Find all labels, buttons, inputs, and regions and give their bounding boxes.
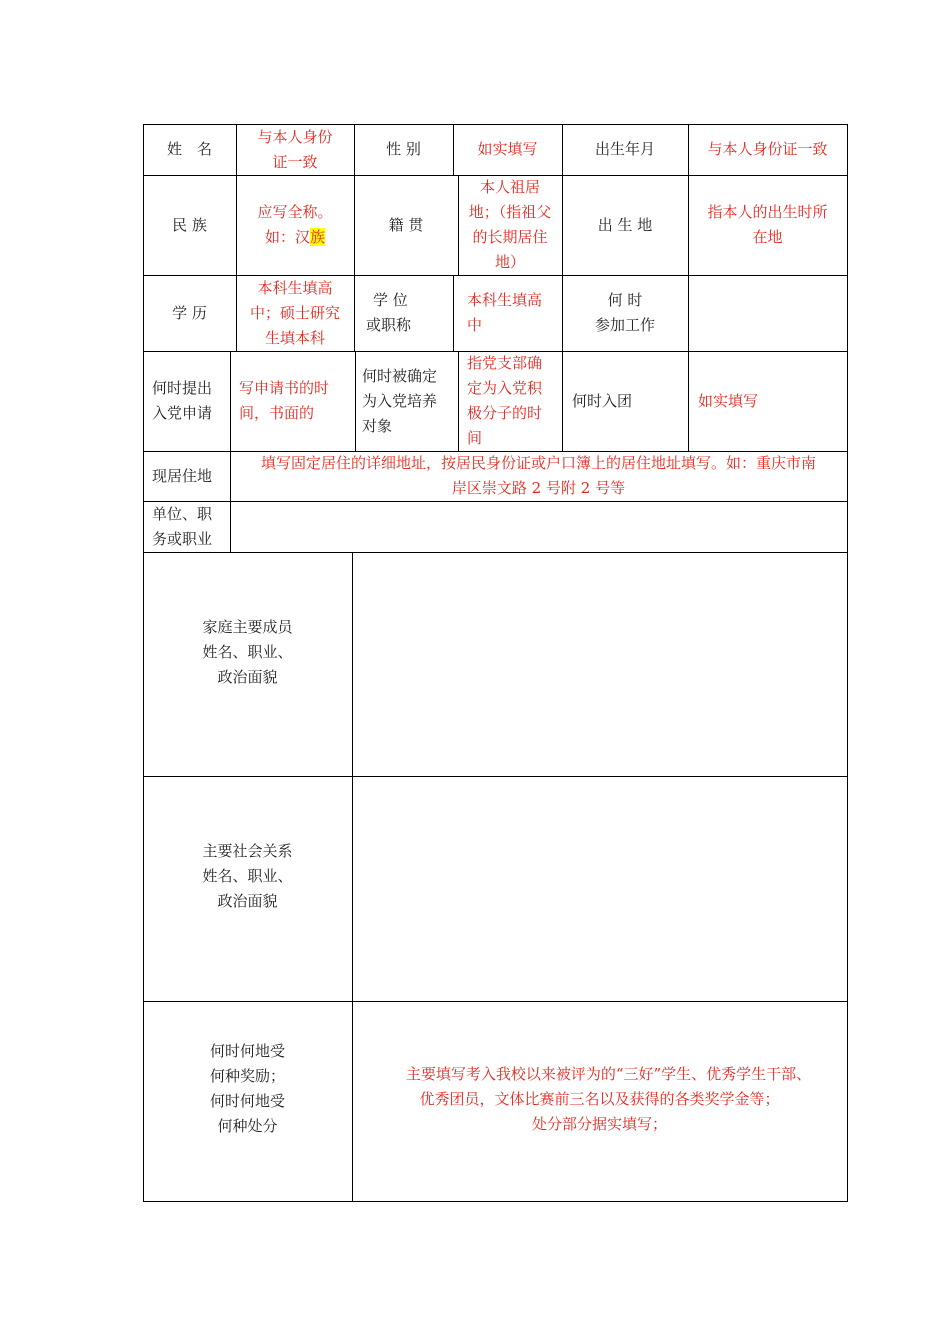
party-application-value-line: 写申请书的时 bbox=[239, 379, 330, 397]
work-start-label-line: 参加工作 bbox=[594, 316, 655, 334]
ethnicity-label-cell bbox=[143, 175, 236, 275]
trainee-date-value-line: 指党支部确 bbox=[467, 354, 543, 372]
social-relations-label-line: 政治面貌 bbox=[217, 892, 278, 910]
family-members-label-cell bbox=[143, 552, 352, 776]
birth-date-label: 出生年月 bbox=[594, 140, 655, 158]
trainee-date-label-cell bbox=[355, 351, 458, 451]
awards-penalties-label-line: 何时何地受 bbox=[209, 1092, 285, 1110]
social-relations-value-cell[interactable] bbox=[352, 776, 847, 1001]
awards-penalties-label-line: 何种奖励； bbox=[209, 1067, 285, 1085]
party-application-label-cell bbox=[143, 351, 230, 451]
degree-label-cell bbox=[354, 275, 453, 351]
native-place-value-line: 地；（指祖父 bbox=[468, 203, 552, 221]
gender-label: 性 别 bbox=[386, 140, 421, 158]
education-value-line: 生填本科 bbox=[264, 328, 325, 347]
ethnicity-label: 民 族 bbox=[172, 215, 207, 234]
birthplace-label: 出 生 地 bbox=[597, 215, 653, 234]
education-label: 学 历 bbox=[172, 303, 207, 322]
trainee-date-label-line: 何时被确定 bbox=[362, 366, 438, 385]
degree-value-line: 本科生填高 bbox=[467, 291, 543, 309]
highlighted-text: 族 bbox=[309, 228, 325, 246]
birthplace-value-line: 指本人的出生时所 bbox=[707, 203, 828, 221]
ethnicity-value-line: 应写全称。 bbox=[257, 203, 333, 221]
address-value-line: 岸区崇文路 2 号附 2 号等 bbox=[451, 479, 626, 497]
family-members-value-cell[interactable] bbox=[352, 552, 847, 776]
family-members-label-line: 政治面貌 bbox=[217, 667, 278, 686]
address-label-cell bbox=[143, 451, 230, 501]
social-relations-label-cell bbox=[143, 776, 352, 1001]
league-join-value: 如实填写 bbox=[698, 391, 759, 410]
native-place-value-line: 本人祖居 bbox=[479, 178, 540, 196]
work-start-label-cell bbox=[562, 275, 688, 351]
native-place-label-cell bbox=[354, 175, 458, 275]
league-join-label: 何时入团 bbox=[572, 391, 633, 410]
native-place-value-line: 的长期居住 bbox=[472, 228, 548, 246]
degree-label-line: 或职称 bbox=[366, 316, 412, 334]
awards-penalties-label-line: 何种处分 bbox=[217, 1117, 278, 1135]
birth-date-value: 与本人身份证一致 bbox=[707, 140, 828, 158]
native-place-value-line: 地） bbox=[494, 253, 525, 271]
gender-value: 如实填写 bbox=[477, 140, 538, 158]
degree-value-line: 中 bbox=[467, 316, 483, 334]
work-start-label-line: 何 时 bbox=[607, 291, 643, 309]
ethnicity-value-cell[interactable] bbox=[236, 175, 354, 275]
social-relations-label-line: 姓名、职业、 bbox=[202, 867, 293, 885]
ethnicity-value-line: 如：汉 bbox=[264, 228, 310, 246]
trainee-date-label-line: 为入党培养 bbox=[362, 391, 438, 410]
degree-value-cell[interactable] bbox=[453, 275, 562, 351]
name-value-cell[interactable] bbox=[236, 124, 354, 175]
trainee-date-label-line: 对象 bbox=[362, 416, 393, 435]
league-join-label-cell bbox=[562, 351, 688, 451]
awards-penalties-value-line: 处分部分据实填写； bbox=[531, 1114, 667, 1133]
social-relations-label-line: 主要社会关系 bbox=[202, 842, 293, 860]
work-start-value-cell[interactable] bbox=[688, 275, 847, 351]
employer-label-cell bbox=[143, 501, 230, 552]
border bbox=[847, 124, 848, 1202]
education-value-cell[interactable] bbox=[236, 275, 354, 351]
birthplace-value-line: 在地 bbox=[752, 228, 783, 246]
border bbox=[143, 1201, 848, 1202]
birthplace-label-cell bbox=[562, 175, 688, 275]
awards-penalties-value-line: 优秀团员，文体比赛前三名以及获得的各类奖学金等； bbox=[419, 1089, 780, 1108]
address-label: 现居住地 bbox=[152, 466, 213, 485]
native-place-label: 籍 贯 bbox=[388, 215, 424, 234]
party-application-label-line: 入党申请 bbox=[152, 404, 213, 422]
degree-label-line: 学 位 bbox=[373, 291, 408, 309]
education-value-line: 中；硕士研究 bbox=[249, 303, 340, 322]
party-application-label-line: 何时提出 bbox=[152, 379, 213, 397]
family-members-label-line: 家庭主要成员 bbox=[202, 617, 293, 636]
name-label: 姓 名 bbox=[166, 140, 212, 158]
family-members-label-line: 姓名、职业、 bbox=[202, 642, 293, 661]
party-application-value-line: 间，书面的 bbox=[239, 404, 315, 422]
employer-label-line: 务或职业 bbox=[152, 529, 213, 548]
trainee-date-value-line: 定为入党积 bbox=[467, 379, 543, 397]
education-value-line: 本科生填高 bbox=[257, 278, 333, 297]
birthplace-value-cell[interactable] bbox=[688, 175, 847, 275]
trainee-date-value-line: 极分子的时 bbox=[467, 404, 543, 422]
trainee-date-value-cell[interactable] bbox=[458, 351, 562, 451]
address-value-cell[interactable] bbox=[230, 451, 847, 501]
employer-value-cell[interactable] bbox=[230, 501, 847, 552]
trainee-date-value-line: 间 bbox=[467, 429, 483, 447]
awards-penalties-label-cell bbox=[143, 1001, 352, 1201]
awards-penalties-label-line: 何时何地受 bbox=[209, 1042, 285, 1060]
name-label-cell bbox=[143, 124, 236, 175]
party-application-value-cell[interactable] bbox=[230, 351, 355, 451]
birth-date-label-cell bbox=[562, 124, 688, 175]
name-value-line: 证一致 bbox=[272, 152, 318, 171]
awards-penalties-value-cell[interactable] bbox=[352, 1001, 847, 1201]
gender-value-cell[interactable] bbox=[453, 124, 562, 175]
birth-date-value-cell[interactable] bbox=[688, 124, 847, 175]
education-label-cell bbox=[143, 275, 236, 351]
native-place-value-cell[interactable] bbox=[458, 175, 562, 275]
address-value-line: 填写固定居住的详细地址，按居民身份证或户口簿上的居住地址填写。如：重庆市南 bbox=[260, 454, 816, 472]
name-value-line: 与本人身份 bbox=[257, 127, 333, 146]
awards-penalties-value-line: 主要填写考入我校以来被评为的“三好”学生、优秀学生干部、 bbox=[405, 1064, 812, 1083]
league-join-value-cell[interactable] bbox=[688, 351, 847, 451]
employer-label-line: 单位、职 bbox=[152, 504, 213, 523]
gender-label-cell bbox=[354, 124, 453, 175]
